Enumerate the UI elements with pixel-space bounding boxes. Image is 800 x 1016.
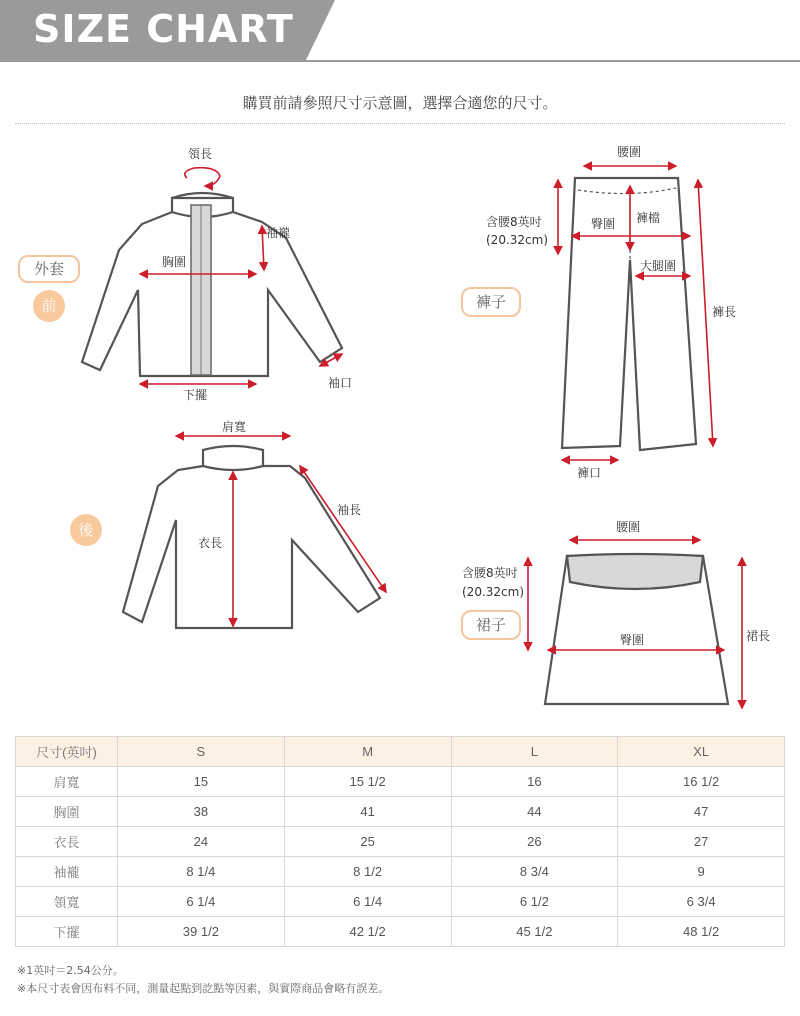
row-label: 下擺: [16, 917, 118, 947]
shoulder-width-label: 肩寬: [222, 420, 247, 434]
table-row: [16, 767, 785, 797]
table-cell: 8 1/2: [284, 857, 451, 887]
row-label: 領寬: [16, 887, 118, 917]
table-cell: 41: [284, 797, 451, 827]
size-header: L: [451, 737, 618, 767]
table-cell: 16 1/2: [618, 767, 785, 797]
table-cell: 16: [451, 767, 618, 797]
skirt-waist-note-2: (20.32cm): [462, 585, 525, 599]
table-cell: 15 1/2: [284, 767, 451, 797]
hem-label: 下擺: [183, 388, 208, 402]
row-label: 胸圍: [16, 797, 118, 827]
footnotes: [17, 962, 389, 998]
table-cell: 8 1/4: [118, 857, 285, 887]
table-cell: 6 1/4: [284, 887, 451, 917]
table-cell: 6 1/2: [451, 887, 618, 917]
skirt-tag: 裙子: [461, 610, 521, 640]
table-cell: 8 3/4: [451, 857, 618, 887]
row-label: 肩寬: [16, 767, 118, 797]
pants-tag: 褲子: [461, 287, 521, 317]
skirt-hip-label: 臀圍: [620, 633, 645, 647]
pants-length-label: 褲長: [712, 305, 737, 319]
table-header-row: [16, 737, 785, 767]
table-cell: 15: [118, 767, 285, 797]
size-header: XL: [618, 737, 785, 767]
skirt-waist-note-1: 含腰8英吋: [462, 566, 518, 580]
hip-label: 臀圍: [591, 217, 616, 231]
pants-waist-label: 腰圍: [617, 145, 642, 159]
collar-length-label: 領長: [188, 147, 213, 161]
thigh-label: 大腿圍: [640, 259, 677, 273]
table-cell: 24: [118, 827, 285, 857]
table-cell: 25: [284, 827, 451, 857]
footnote: ※本尺寸表會因布料不同，測量起點到訖點等因素，與實際商品會略有誤差。: [17, 982, 390, 995]
table-cell: 9: [618, 857, 785, 887]
size-header: M: [284, 737, 451, 767]
banner-title: SIZE CHART: [33, 7, 294, 51]
table-row: [16, 857, 785, 887]
table-row: [16, 887, 785, 917]
chest-label: 胸圍: [162, 255, 187, 269]
front-badge: 前: [33, 290, 65, 322]
table-cell: 6 3/4: [618, 887, 785, 917]
table-row: [16, 797, 785, 827]
table-cell: 47: [618, 797, 785, 827]
pants-waist-note-2: (20.32cm): [486, 233, 549, 247]
size-header: S: [118, 737, 285, 767]
crotch-label: 褲檔: [636, 211, 661, 225]
table-cell: 26: [451, 827, 618, 857]
skirt-illustration: [545, 554, 728, 704]
body-length-label: 衣長: [198, 536, 223, 550]
table-cell: 6 1/4: [118, 887, 285, 917]
table-corner: 尺寸(英吋): [16, 737, 118, 767]
jacket-back-illustration: [123, 446, 380, 628]
pants-waist-note-1: 含腰8英吋: [486, 215, 542, 229]
cuff-label: 袖口: [328, 376, 353, 390]
footnote: ※1英吋＝2.54公分。: [17, 964, 124, 977]
subtitle: 購買前請參照尺寸示意圖，選擇合適您的尺寸。: [242, 94, 558, 112]
table-row: [16, 917, 785, 947]
sleeve-length-label: 袖長: [337, 503, 362, 517]
sleeve-width-label: 袖襱: [266, 226, 291, 240]
table-cell: 38: [118, 797, 285, 827]
table-cell: 45 1/2: [451, 917, 618, 947]
table-cell: 42 1/2: [284, 917, 451, 947]
row-label: 衣長: [16, 827, 118, 857]
jacket-tag: 外套: [18, 255, 80, 283]
table-cell: 48 1/2: [618, 917, 785, 947]
jacket-front-illustration: [82, 193, 342, 376]
table-cell: 27: [618, 827, 785, 857]
pants-hem-label: 褲口: [577, 466, 602, 480]
jacket-back-measures: [176, 436, 386, 626]
table-row: [16, 827, 785, 857]
table-cell: 44: [451, 797, 618, 827]
skirt-length-label: 裙長: [746, 629, 771, 643]
back-badge: 後: [70, 514, 102, 546]
pants-illustration: [562, 178, 696, 450]
row-label: 袖襱: [16, 857, 118, 887]
skirt-waist-label: 腰圍: [616, 520, 641, 534]
table-cell: 39 1/2: [118, 917, 285, 947]
size-table: [15, 736, 785, 947]
